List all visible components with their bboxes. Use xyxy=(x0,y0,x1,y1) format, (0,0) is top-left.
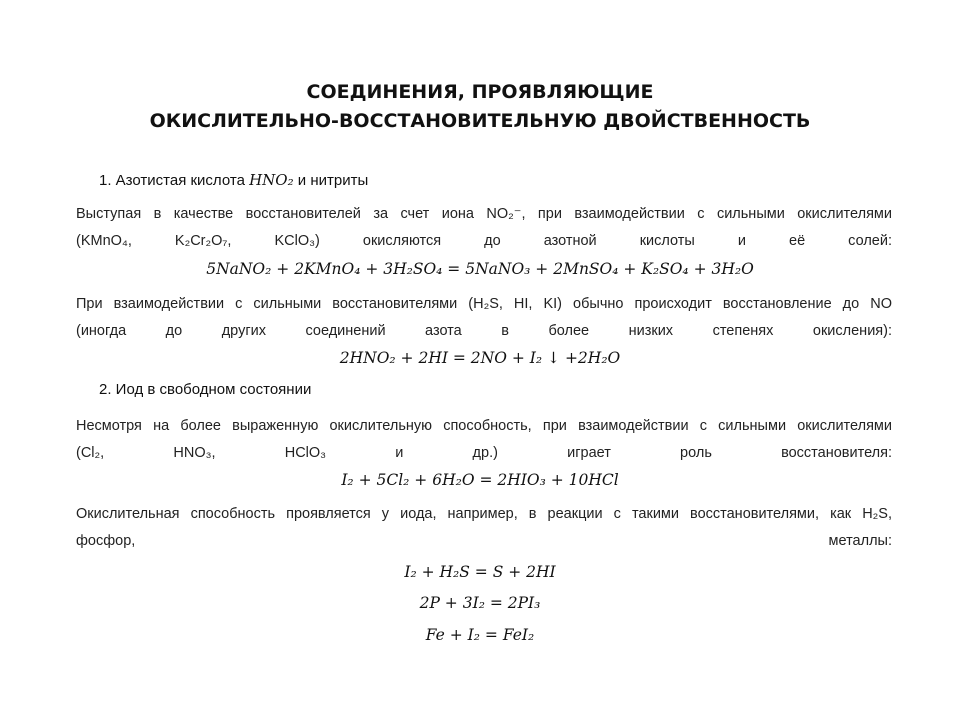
section-1-paragraph-2-line-2: (иногда до других соединений азота в более низких степенях окисления): xyxy=(76,323,892,339)
section-1-heading-prefix: 1. Азотистая кислота xyxy=(99,172,250,189)
section-2-paragraph-1 xyxy=(76,413,892,467)
section-1-equation-2: 2HNO₂ + 2HI = 2NO + I₂ ↓ +2H₂O xyxy=(339,349,621,367)
section-2-heading: 2. Иод в свободном состоянии xyxy=(99,381,312,398)
section-2-equation-1: I₂ + 5Cl₂ + 6H₂O = 2HIO₃ + 10HCl xyxy=(341,471,619,489)
section-1-paragraph-1 xyxy=(76,201,892,255)
section-2-equation-2: I₂ + H₂S = S + 2HI xyxy=(404,563,556,581)
section-1-heading-suffix: и нитриты xyxy=(293,172,369,189)
section-2-paragraph-2-line-2: фосфор, металлы: xyxy=(76,533,892,549)
page-title-line-1: СОЕДИНЕНИЯ, ПРОЯВЛЯЮЩИЕ xyxy=(306,81,654,103)
section-1-paragraph-2-line-1: При взаимодействии с сильными восстановителями (H₂S, HI, KI) обычно происходит восстановление до NO xyxy=(76,296,892,312)
section-1-equation-1: 5NaNO₂ + 2KMnO₄ + 3H₂SO₄ = 5NaNO₃ + 2MnSO₄ + K₂SO₄ + 3H₂O xyxy=(206,260,754,278)
section-2-paragraph-2-line-1: Окислительная способность проявляется у иода, например, в реакции с такими восстановителями, как H₂S, xyxy=(76,506,892,522)
section-2-paragraph-2 xyxy=(76,501,892,555)
page-title-line-2: ОКИСЛИТЕЛЬНО-ВОССТАНОВИТЕЛЬНУЮ ДВОЙСТВЕННОСТЬ xyxy=(149,110,811,132)
section-2-equation-3: 2P + 3I₂ = 2PI₃ xyxy=(419,594,541,612)
section-2-equation-4: Fe + I₂ = FeI₂ xyxy=(425,626,535,644)
section-1-paragraph-2 xyxy=(76,291,892,345)
section-1-heading xyxy=(99,171,368,189)
section-1-paragraph-1-line-1: Выступая в качестве восстановителей за счет иона NO₂⁻, при взаимодействии с сильными окислителями xyxy=(76,206,892,222)
section-1-paragraph-1-line-2: (KMnO₄, K₂Cr₂O₇, KClO₃) окисляются до азотной кислоты и её солей: xyxy=(76,233,892,249)
section-2-paragraph-1-line-2: (Cl₂, HNO₃, HClO₃ и др.) играет роль восстановителя: xyxy=(76,445,892,461)
section-2-paragraph-1-line-1: Несмотря на более выраженную окислительную способность, при взаимодействии с сильными окислителями xyxy=(76,418,892,434)
section-1-heading-formula: HNO₂ xyxy=(249,171,294,189)
